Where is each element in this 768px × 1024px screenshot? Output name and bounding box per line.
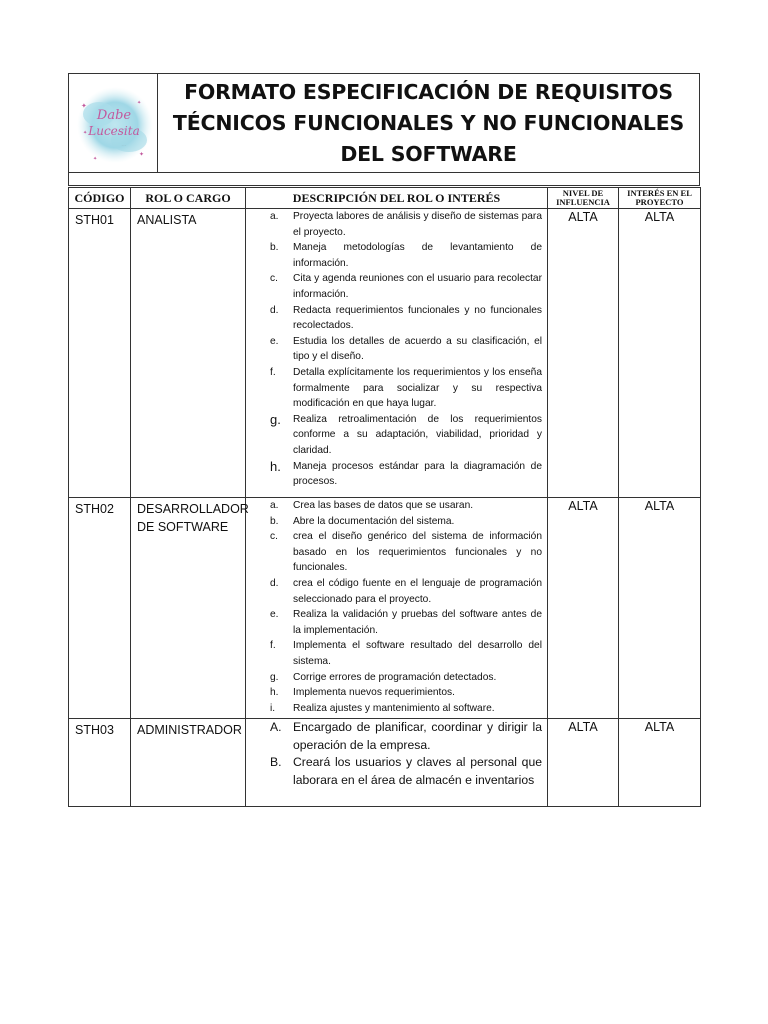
row-code: STH01 <box>69 209 131 498</box>
svg-text:✦: ✦ <box>93 156 98 162</box>
description-list <box>250 209 542 490</box>
list-item: B. Creará los usuarios y claves al personal que laborara en el área de almacén e inventarios <box>270 755 542 787</box>
interest-level: ALTA <box>619 719 701 807</box>
requirements-table <box>68 187 701 807</box>
table-row <box>69 209 701 498</box>
list-item: a. Proyecta labores de análisis y diseño de sistemas para el proyecto. <box>270 211 542 238</box>
list-item: c. crea el diseño genérico del sistema de información basado en los requerimientos funcionales y no funcionales. <box>270 531 542 574</box>
header-divider-strip <box>69 172 699 185</box>
interest-level: ALTA <box>619 209 701 498</box>
row-description <box>246 498 548 719</box>
row-description <box>246 209 548 498</box>
row-role: ADMINISTRADOR <box>131 719 246 807</box>
table-header-row <box>69 188 701 209</box>
svg-text:✦: ✦ <box>137 100 142 106</box>
row-description <box>246 719 548 807</box>
svg-text:· · ·: · · · <box>121 143 127 147</box>
list-item: A. Encargado de planificar, coordinar y dirigir la operación de la empresa. <box>270 720 542 752</box>
list-item: b. Maneja metodologías de levantamiento de información. <box>270 242 542 269</box>
svg-text:Dabe: Dabe <box>96 108 132 123</box>
table-row <box>69 498 701 719</box>
list-item: c. Cita y agenda reuniones con el usuario para recolectar información. <box>270 273 542 300</box>
list-item: g. Corrige errores de programación detectados. <box>270 671 497 683</box>
list-item: e. Realiza la validación y pruebas del software antes de la implementación. <box>270 609 542 636</box>
column-header-description: DESCRIPCIÓN DEL ROL O INTERÉS <box>246 188 548 209</box>
svg-text:✦: ✦ <box>81 103 87 110</box>
column-header-influence: NIVEL DE INFLUENCIA <box>548 188 619 209</box>
list-item: i. Realiza ajustes y mantenimiento al software. <box>270 702 495 714</box>
list-item: b. Abre la documentación del sistema. <box>270 515 455 527</box>
list-item: a. Crea las bases de datos que se usaran. <box>270 500 474 511</box>
list-item: f. Implementa el software resultado del desarrollo del sistema. <box>270 640 542 667</box>
row-role: DESARROLLADOR DE SOFTWARE <box>131 498 246 719</box>
influence-level: ALTA <box>548 498 619 719</box>
svg-text:✦: ✦ <box>83 130 88 136</box>
svg-text:Lucesita: Lucesita <box>88 124 140 138</box>
table-row <box>69 719 701 807</box>
list-item: h. Maneja procesos estándar para la diagramación de procesos. <box>270 458 542 488</box>
list-item: f. Detalla explícitamente los requerimientos y los enseña formalmente para socializar y su respectiva modificación en que haya lugar. <box>270 366 542 410</box>
svg-text:✦: ✦ <box>139 152 145 158</box>
row-role: ANALISTA <box>131 209 246 498</box>
document-title: FORMATO ESPECIFICACIÓN DE REQUISITOS TÉCNICOS FUNCIONALES Y NO FUNCIONALES DEL SOFTWARE <box>172 79 685 166</box>
list-item: e. Estudia los detalles de acuerdo a su clasificación, el tipo y el diseño. <box>270 335 542 363</box>
row-code: STH02 <box>69 498 131 719</box>
logo-cell <box>69 74 158 172</box>
document-header <box>68 73 700 186</box>
list-item: h. Implementa nuevos requerimientos. <box>270 687 455 699</box>
list-item: g. Realiza retroalimentación de los requerimientos conforme a su adaptación, viabilidad, prioridad y claridad. <box>270 411 542 456</box>
list-item: d. crea el código fuente en el lenguaje de programación seleccionado para el proyecto. <box>270 577 542 605</box>
influence-level: ALTA <box>548 719 619 807</box>
description-list <box>250 498 542 716</box>
brand-logo <box>69 74 157 172</box>
column-header-role: ROL O CARGO <box>131 188 246 209</box>
interest-level: ALTA <box>619 498 701 719</box>
influence-level: ALTA <box>548 209 619 498</box>
description-list <box>250 719 542 789</box>
column-header-interest: INTERÉS EN EL PROYECTO <box>619 188 701 209</box>
column-header-code: CÓDIGO <box>69 188 131 209</box>
row-code: STH03 <box>69 719 131 807</box>
list-item: d. Redacta requerimientos funcionales y no funcionales recolectados. <box>270 304 542 332</box>
